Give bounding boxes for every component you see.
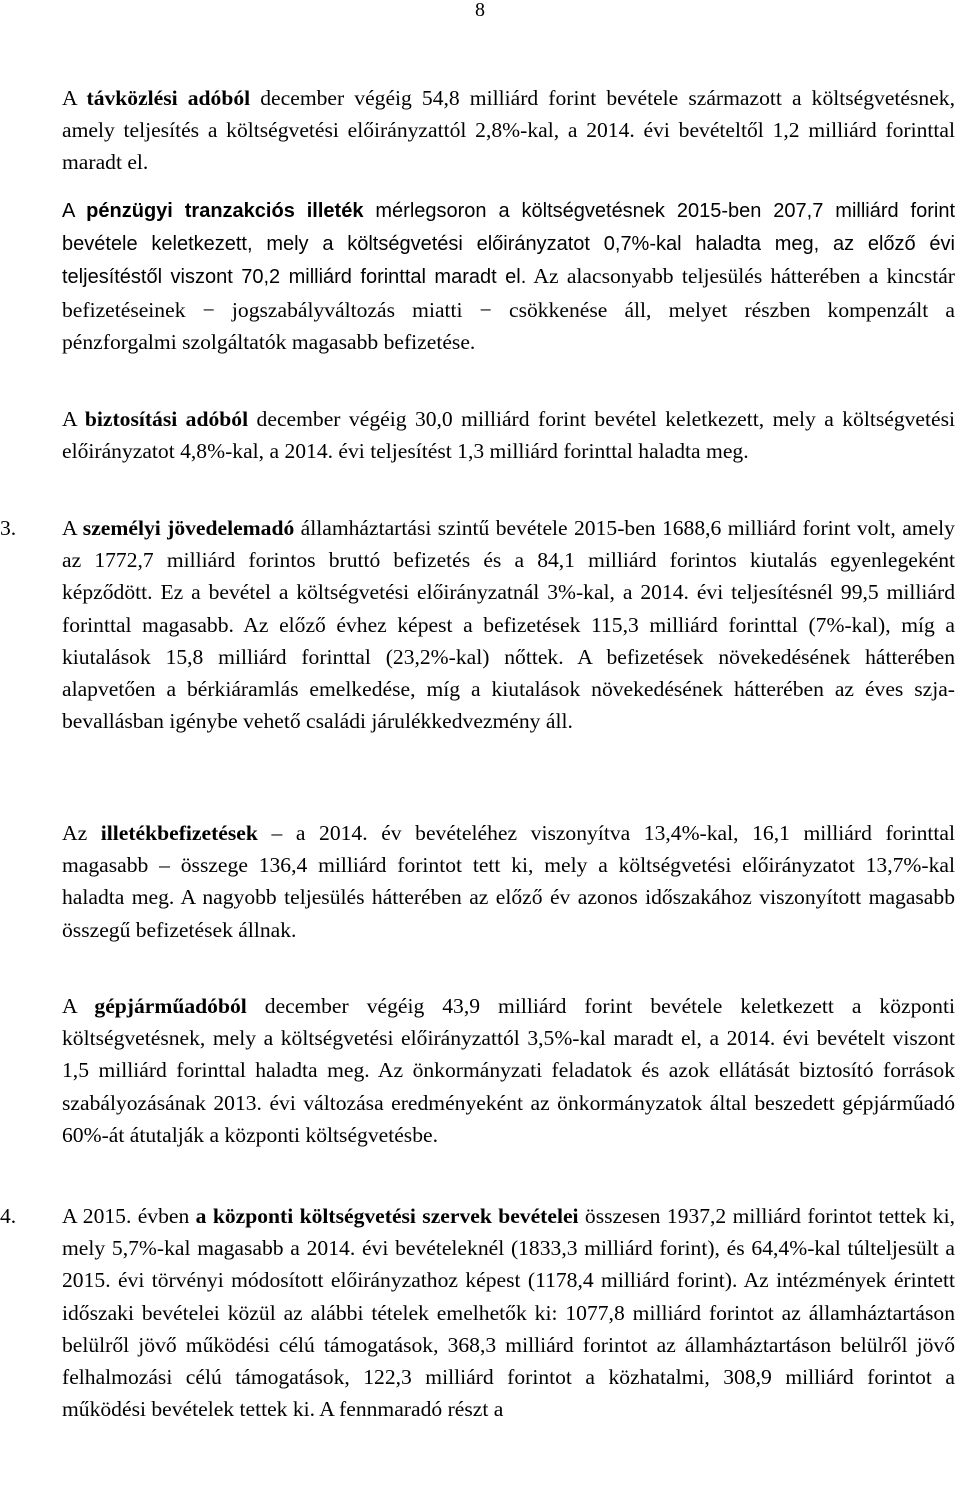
term-bold: biztosítási adóból [84,407,249,431]
paragraph-text: december végéig 43,9 milliárd forint bevétele keletkezett a központi költségvetésnek, mely a költségvetési előirányzattól 3,5%-kal maradt el, a 2014. évi bevételt viszont 1,5 milliárd forinttal haladta meg. Az önkormányzati feladatok és azok ellátását biztosító források szabályozásának 2013. évi változása eredményeként az önkormányzatok által beszedett gépjárműadó 60%-át átutalják a központi költségvetésbe. [62,994,955,1147]
page-number: 8 [475,0,485,21]
section-number: 3. [0,516,17,540]
term-bold: gépjárműadóból [94,994,247,1018]
paragraph-text: A [62,994,95,1018]
paragraph-central-budget-revenues [0,1200,955,1425]
paragraph-text: államháztartási szintű bevétele 2015-ben 1688,6 milliárd forint volt, amely az 1772,7 milliárd forintos bruttó befizetés és a 84,1 milliárd forintos kiutalás egyenlegeként képződött. Ez a bevétel a költségvetési előirányzatnál 3%-kal, a 2014. évi teljesítésnél 99,5 milliárd forinttal magasabb. Az előző évhez képest a befizetések 115,3 milliárd forinttal (7%-kal), míg a kiutalások 15,8 milliárd forinttal (23,2%-kal) nőttek. A befizetések növekedésének hátterében alapvetően a bérkiáramlás emelkedése, míg a kiutalások növekedésének hátterében az éves szja-bevallásban igénybe vehető családi járulékkedvezmény áll. [62,516,955,734]
paragraph-transaction-levy [62,194,955,358]
paragraph-text: A [62,407,85,431]
paragraph-insurance-tax [62,403,955,467]
paragraph-text: A [62,516,83,540]
paragraph-text: összesen 1937,2 milliárd forintot tettek ki, mely 5,7%-kal magasabb a 2014. évi bevételeknél (1833,3 milliárd forint), és 64,4%-kal túlteljesült a 2015. évi törvényi módosított előirányzathoz képest (1178,4 milliárd forint). Az intézmények érintett időszaki bevételei közül az alábbi tételek emelhetők ki: 1077,8 milliárd forintot az államháztartáson belülről jövő működési célú támogatások, 368,3 milliárd forintot az államháztartáson belülről jövő felhalmozási célú támogatások, 122,3 milliárd forintot a közhatalmi, 308,9 milliárd forintot a működési bevételek tettek ki. A fennmaradó részt a [62,1204,955,1422]
paragraph-vehicle-tax [62,990,955,1151]
paragraph-text: Az [62,821,101,845]
term-bold: illetékbefizetések [100,821,258,845]
term-bold: a központi költségvetési szervek bevételei [195,1204,579,1228]
paragraph-text: december végéig 30,0 milliárd forint bevétel keletkezett, mely a költségvetési előirányzatot 4,8%-kal, a 2014. évi teljesítést 1,3 milliárd forinttal haladta meg. [62,407,955,464]
paragraph-text: Az alacsonyabb teljesülés hátterében a kincstár befizetéseinek − jogszabályváltozás miatti − csökkenése áll, melyet részben kompenzált a pénzforgalmi szolgáltatók magasabb befizetése. [62,264,955,354]
paragraph-text: A [62,200,87,222]
section-number: 4. [0,1204,17,1228]
paragraph-personal-income-tax [0,512,955,737]
paragraph-text: december végéig 54,8 milliárd forint bevétele származott a költségvetésnek, amely teljesítés a költségvetési előirányzattól 2,8%-kal, a 2014. évi bevételtől 1,2 milliárd forinttal maradt el. [62,86,955,175]
term-bold: személyi jövedelemadó [82,516,295,540]
paragraph-text: mérlegsoron a költségvetésnek 2015-ben 207,7 milliárd forint bevétele keletkezett, mely a költségvetési előirányzatot 0,7%-kal haladta meg, az előző évi teljesítéstől viszont 70,2 milliárd forinttal maradt el. [62,200,956,289]
paragraph-text: A 2015. évben [62,1204,196,1228]
paragraph-text: – a 2014. év bevételéhez viszonyítva 13,4%-kal, 16,1 milliárd forinttal magasabb – összege 136,4 milliárd forintot tett ki, mely a költségvetési előirányzatot 13,7%-kal haladta meg. A nagyobb teljesülés hátterében az előző év azonos időszakához viszonyított magasabb összegű befizetések állnak. [62,821,956,942]
paragraph-telecom-tax [62,82,955,179]
paragraph-duty-payments [62,817,955,946]
paragraph-text: A [62,86,87,110]
term-bold: pénzügyi tranzakciós illeték [86,200,364,222]
term-bold: távközlési adóból [86,86,251,110]
